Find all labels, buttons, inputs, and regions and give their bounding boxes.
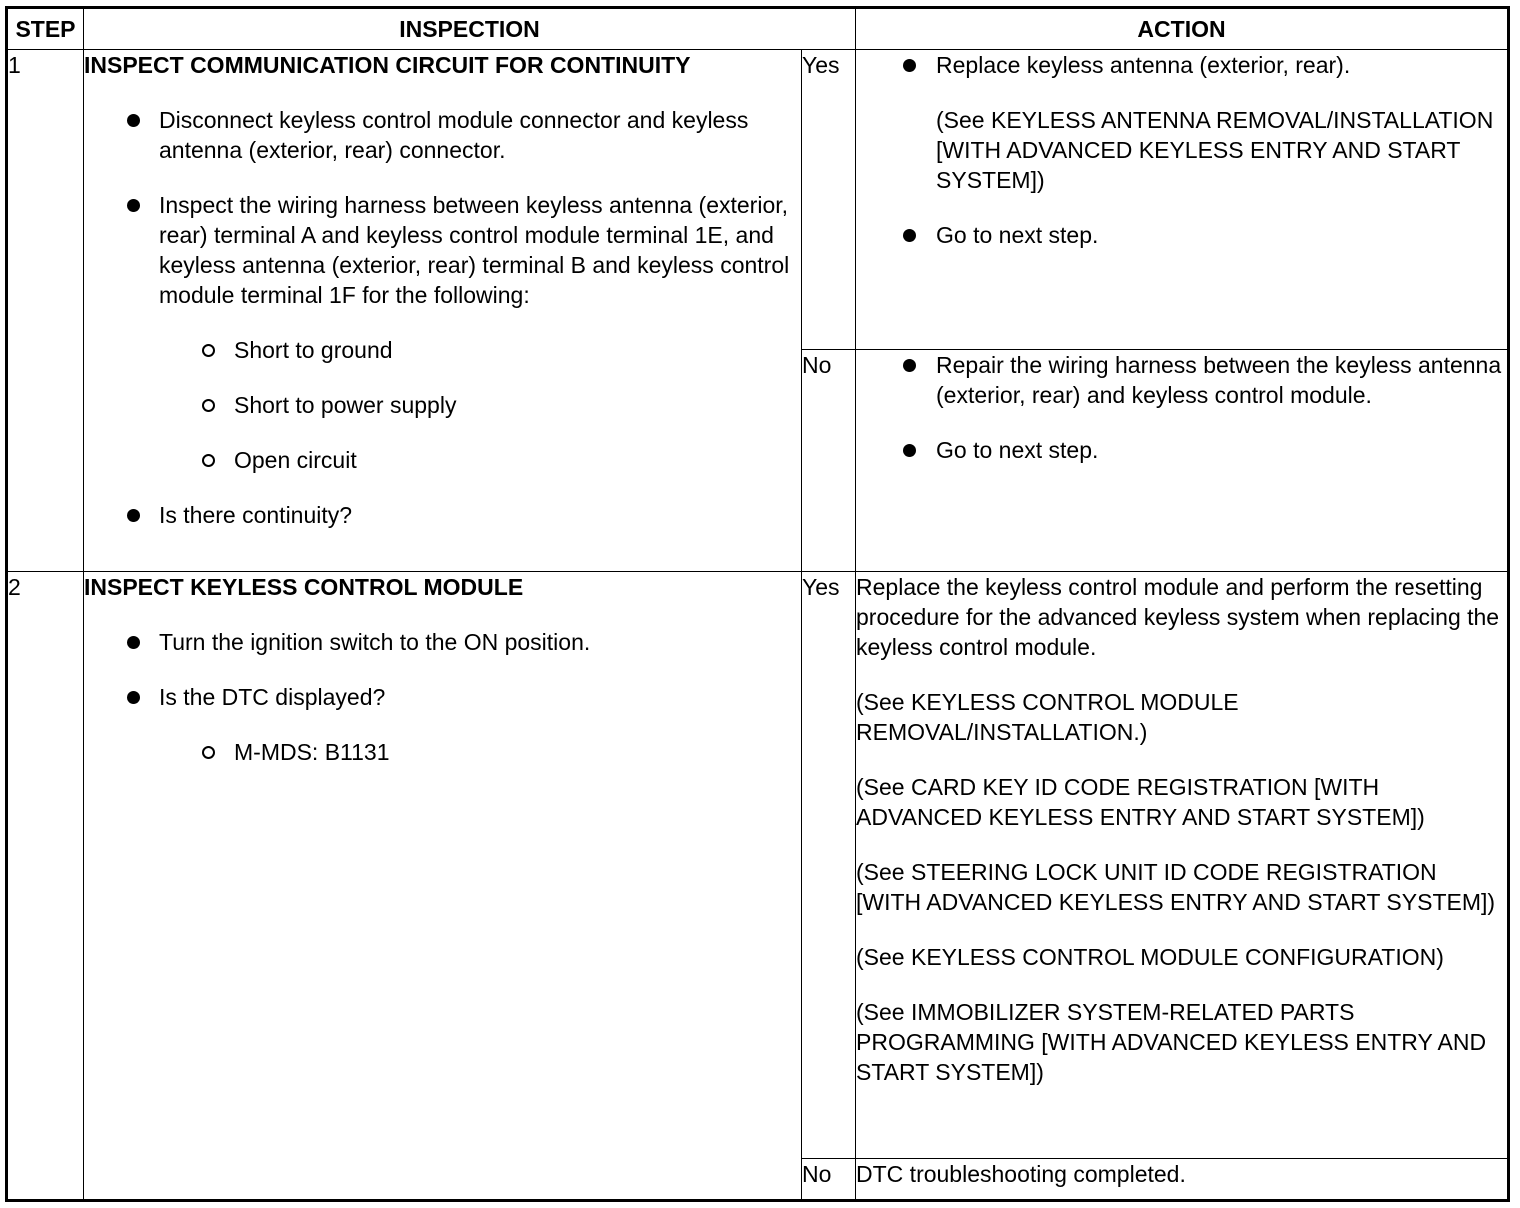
step-2-bullet-2 bbox=[84, 682, 801, 767]
step-1-yes-action bbox=[856, 50, 1509, 350]
step-1-bullet-2-text: Inspect the wiring harness between keyless antenna (exterior, rear) terminal A and keyless control module terminal 1E, and keyless antenna (exterior, rear) terminal B and keyless control module terminal 1F for the following: bbox=[159, 192, 790, 308]
step-1-subitem-1: Short to ground bbox=[159, 335, 801, 365]
step-2-bullets bbox=[84, 627, 801, 767]
step-1-subitem-3: Open circuit bbox=[159, 445, 801, 475]
step-1-no-label: No bbox=[802, 350, 856, 572]
step-2-no-action-1: DTC troubleshooting completed. bbox=[856, 1161, 1186, 1187]
header-inspection: INSPECTION bbox=[84, 8, 856, 50]
step-1-bullets bbox=[84, 105, 801, 530]
step-1-no-action bbox=[856, 350, 1509, 572]
step-1-title: INSPECT COMMUNICATION CIRCUIT FOR CONTINUITY bbox=[84, 52, 691, 78]
step-2-no-label: No bbox=[802, 1159, 856, 1201]
step-2-subitems bbox=[159, 737, 801, 767]
step-1-yes-action-reference: (See KEYLESS ANTENNA REMOVAL/INSTALLATION [WITH ADVANCED KEYLESS ENTRY AND START SYSTEM]) bbox=[936, 107, 1494, 193]
step-1-yes-label: Yes bbox=[802, 50, 856, 350]
step-1-subitems bbox=[159, 335, 801, 475]
step-1-subitem-2: Short to power supply bbox=[159, 390, 801, 420]
step-1-question: Is there continuity? bbox=[84, 500, 801, 530]
step-1-yes-action-1 bbox=[856, 50, 1507, 195]
step-1-bullet-2 bbox=[84, 190, 801, 475]
header-row bbox=[7, 8, 1509, 50]
step-2-yes-action-2: (See KEYLESS CONTROL MODULE REMOVAL/INSTALLATION.) bbox=[856, 689, 1239, 745]
step-1-yes-row bbox=[7, 50, 1509, 350]
step-2-yes-action-5: (See KEYLESS CONTROL MODULE CONFIGURATION) bbox=[856, 944, 1444, 970]
troubleshooting-table bbox=[5, 6, 1510, 1202]
step-2-title: INSPECT KEYLESS CONTROL MODULE bbox=[84, 574, 524, 600]
step-2-no-action bbox=[856, 1159, 1509, 1201]
step-2-yes-action-6: (See IMMOBILIZER SYSTEM-RELATED PARTS PROGRAMMING [WITH ADVANCED KEYLESS ENTRY AND START SYSTEM]) bbox=[856, 999, 1487, 1085]
header-action: ACTION bbox=[856, 8, 1509, 50]
step-2-yes-action bbox=[856, 572, 1509, 1159]
step-1-bullet-1: Disconnect keyless control module connector and keyless antenna (exterior, rear) connector. bbox=[84, 105, 801, 165]
step-1-yes-action-2: Go to next step. bbox=[856, 220, 1507, 250]
step-2-bullet-2-text: Is the DTC displayed? bbox=[159, 684, 386, 710]
step-2-yes-row bbox=[7, 572, 1509, 1159]
step-2-number: 2 bbox=[7, 572, 84, 1201]
step-1-number: 1 bbox=[7, 50, 84, 572]
step-2-yes-action-4: (See STEERING LOCK UNIT ID CODE REGISTRATION [WITH ADVANCED KEYLESS ENTRY AND START SYSTEM]) bbox=[856, 859, 1496, 915]
step-1-inspection bbox=[84, 50, 802, 572]
step-2-yes-action-1: Replace the keyless control module and perform the resetting procedure for the advanced keyless system when replacing the keyless control module. bbox=[856, 574, 1500, 660]
header-step: STEP bbox=[7, 8, 84, 50]
step-1-no-action-2: Go to next step. bbox=[856, 435, 1507, 465]
step-1-no-action-1: Repair the wiring harness between the keyless antenna (exterior, rear) and keyless control module. bbox=[856, 350, 1507, 410]
step-2-yes-label: Yes bbox=[802, 572, 856, 1159]
step-2-inspection bbox=[84, 572, 802, 1201]
step-2-bullet-1: Turn the ignition switch to the ON position. bbox=[84, 627, 801, 657]
step-1-yes-action-1-text: Replace keyless antenna (exterior, rear). bbox=[936, 52, 1351, 78]
step-2-subitem-1: M-MDS: B1131 bbox=[159, 737, 801, 767]
step-2-yes-action-3: (See CARD KEY ID CODE REGISTRATION [WITH ADVANCED KEYLESS ENTRY AND START SYSTEM]) bbox=[856, 774, 1425, 830]
